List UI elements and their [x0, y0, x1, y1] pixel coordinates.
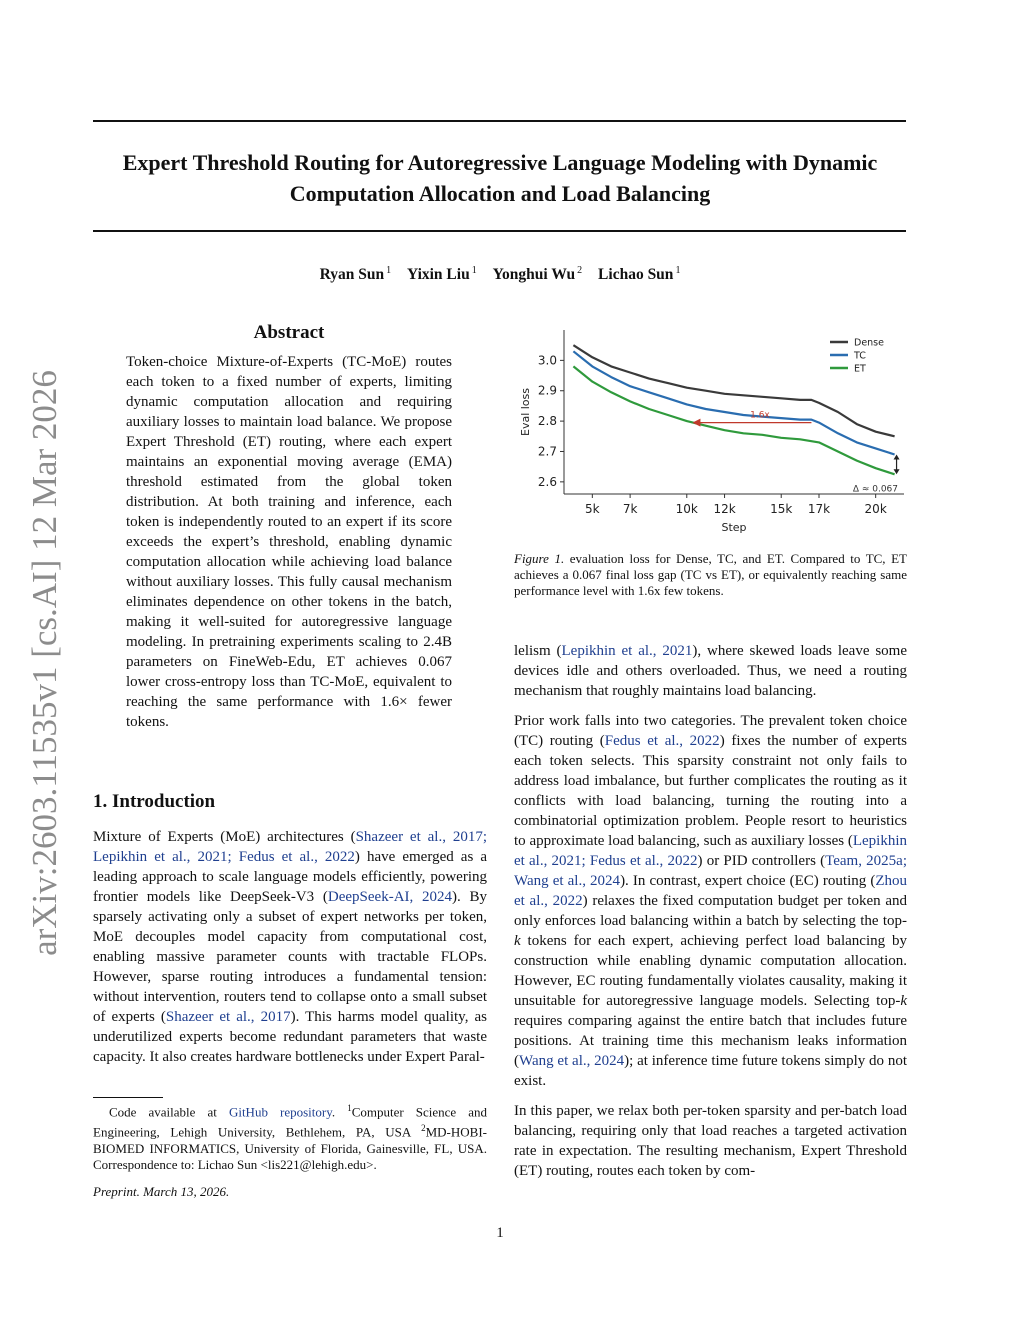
paragraph: In this paper, we relax both per-token sparsity and per-batch load balancing, requiring only that load reaches a targeted activation rate in expectation. The resulting mechanism, Expert Threshold (ET) routing, routes each token by com- — [514, 1103, 907, 1179]
affiliation-mark: 2 — [421, 1123, 426, 1134]
affiliation-text: MD-HOBI-BIOMED INFORMATICS, University of Florida, Gainesville, FL, USA. Correspondence to: Lichao Sun <lis221@lehigh.edu>. — [93, 1124, 487, 1172]
gap-label: Δ ≈ 0.067 — [852, 484, 898, 495]
math-variable: k — [514, 933, 521, 949]
citation-link[interactable]: Lepikhin et al., 2021 — [561, 643, 693, 659]
preprint-notice: Preprint. March 13, 2026. — [93, 1184, 230, 1199]
figure-caption — [514, 551, 907, 599]
author-name: Lichao Sun — [598, 266, 674, 284]
author-name: Ryan Sun — [319, 266, 385, 284]
x-tick-label: 12k — [713, 502, 736, 516]
arxiv-identifier: arXiv:2603.11535v1 [cs.AI] 12 Mar 2026 — [25, 370, 64, 956]
author — [407, 266, 477, 283]
paper-title — [80, 147, 920, 209]
math-variable: k — [900, 993, 907, 1009]
text-segment: ), where skewed loads leave some devices idle and others overloaded. Thus, we need a routing mechanism that roughly maintains load balancing. — [514, 643, 907, 699]
loss-chart — [514, 322, 914, 544]
citation-link[interactable]: Wang et al., 2024 — [519, 1053, 625, 1069]
author — [320, 266, 392, 283]
text-segment: Prior work falls into two categories. The prevalent token choice (TC) routing ( — [514, 713, 907, 749]
speedup-label: 1.6x — [750, 410, 770, 421]
author-affiliation-mark: 2 — [577, 265, 583, 276]
bottom-rule — [93, 230, 906, 232]
title-line-1: Expert Threshold Routing for Autoregressive Language Modeling with Dynamic — [122, 150, 878, 175]
author-affiliation-mark: 1 — [675, 265, 681, 276]
text-segment: ) or PID controllers ( — [697, 853, 826, 869]
author — [493, 266, 583, 283]
x-tick-label: 20k — [864, 502, 887, 516]
introduction-body — [93, 827, 487, 1067]
figure-label: Figure 1. — [514, 551, 565, 566]
text-segment: Mixture of Experts (MoE) architectures ( — [93, 829, 356, 845]
legend-label-tc: TC — [854, 350, 866, 362]
citation-link[interactable]: Zhou et al., 2022 — [514, 873, 907, 909]
author-list — [0, 265, 1000, 284]
legend-label-et: ET — [854, 363, 866, 375]
author-name: Yixin Liu — [406, 266, 470, 284]
x-axis-label: Step — [721, 521, 747, 534]
citation-link[interactable]: Fedus et al., 2022 — [604, 733, 720, 749]
legend-label-dense: Dense — [854, 337, 884, 349]
x-tick-label: 7k — [622, 502, 638, 516]
speedup-arrow-head — [692, 419, 700, 427]
citation-link[interactable]: Shazeer et al., 2017 — [165, 1009, 291, 1025]
y-tick-label: 2.6 — [537, 474, 557, 489]
text-segment: ). In contrast, expert choice (EC) routing ( — [620, 873, 876, 889]
affiliation-mark: 1 — [347, 1103, 352, 1113]
citation-link[interactable]: DeepSeek-AI, 2024 — [327, 889, 453, 905]
text-segment: ). By sparsely activating only a subset of expert networks per token, MoE decouples model capacity from computational cost, enabling massive parameter counts with tractable FLOPs. However, sparse routing introduces a fundamental tension: without intervention, routers tend to collapse onto a small subset of experts ( — [93, 889, 488, 1025]
text-segment: lelism ( — [514, 643, 562, 659]
text-segment: requires comparing against the entire batch that includes future positions. At training time this mechanism leaks information ( — [514, 1013, 907, 1069]
abstract-body: Token-choice Mixture-of-Experts (TC-MoE) routes each token to a fixed number of experts, limiting dynamic computation allocation and requiring auxiliary losses to maintain load balance. We propose Expert Threshold (ET) routing, where each expert maintains an exponential moving average (EMA) threshold estimated from the global token distribution. At both training and inference, each token is independently routed to an expert if its score exceeds the expert’s threshold, enabling dynamic computation allocation while achieving load balance without auxiliary losses. This fully causal mechanism eliminates dependence on other tokens in the batch, making it well-suited for autoregressive language modeling. In pretraining experiments scaling to 2.4B parameters on FineWeb-Edu, ET achieves 0.067 lower cross-entropy loss than TC-MoE, equivalent to reaching the same performance with 1.6× fewer tokens. — [126, 354, 452, 730]
citation-link[interactable]: Team, 2025a; Wang et al., 2024 — [514, 853, 907, 889]
y-tick-label: 2.9 — [537, 383, 557, 398]
text-segment: ) relaxes the fixed computation budget per token and only enforces load balancing within a batch by selecting the top- — [514, 893, 907, 929]
introduction-heading: 1. Introduction — [93, 791, 216, 812]
footnote-lead: Code available at — [109, 1104, 229, 1120]
footnote-rule — [93, 1097, 163, 1098]
x-tick-label: 15k — [770, 502, 793, 516]
y-tick-label: 3.0 — [537, 353, 557, 368]
abstract-heading: Abstract — [253, 322, 325, 343]
y-tick-label: 2.8 — [537, 414, 557, 429]
title-line-2: Computation Allocation and Load Balancing — [289, 181, 711, 206]
affiliation-text: Computer Science and Engineering, Lehigh University, Bethlehem, PA, USA — [93, 1104, 487, 1140]
text-segment: ). This harms model quality, as underutilized experts become redundant parameters that waste capacity. It also creates hardware bottlenecks under Expert Paral- — [93, 1009, 487, 1065]
page-number: 1 — [496, 1225, 504, 1241]
author — [598, 266, 680, 283]
footnote: Code available at GitHub repository. $^1$Computer Science and Engineering, Lehigh University, Bethlehem, PA, USA $^2$MD-HOBI-BIOMED INFORMATICS, University of Florida, Gainesville, FL, USA. Correspondence to: Lichao Sun <lis221@lehigh.edu>. — [93, 1103, 487, 1172]
author-name: Yonghui Wu — [492, 266, 576, 284]
text-segment: ) fixes the number of experts each token selects. This sparsity constraint not only fails to address load imbalance, but further complicates the routing as it conflicts with load balancing, turning the routing into a combinatorial optimization problem. People resort to heuristics to approximate load balancing, such as auxiliary losses ( — [514, 733, 907, 849]
x-tick-label: 10k — [675, 502, 698, 516]
author-affiliation-mark: 1 — [471, 265, 477, 276]
github-repository-link[interactable]: GitHub repository — [228, 1104, 332, 1120]
text-segment: tokens for each expert, achieving perfect load balancing by construction while enabling dynamic computation allocation. However, EC routing fundamentally violates causality, making it unsuitable for autoregressive language models. Selecting top- — [514, 933, 907, 1009]
gap-arrow-head-top — [894, 455, 900, 460]
paragraph — [514, 641, 907, 701]
y-tick-label: 2.7 — [537, 444, 557, 459]
paragraph — [514, 711, 907, 1091]
author-affiliation-mark: 1 — [386, 265, 392, 276]
citation-link[interactable]: Shazeer et al., 2017; Lepikhin et al., 2021; Fedus et al., 2022 — [93, 829, 487, 865]
x-tick-label: 17k — [807, 502, 831, 516]
figure-1 — [514, 322, 914, 544]
caption-text: evaluation loss for Dense, TC, and ET. Compared to TC, ET achieves a 0.067 final loss gap (TC vs ET), or equivalently reaching same performance level with 1.6x few tokens. — [514, 551, 907, 598]
y-axis-label: Eval loss — [519, 387, 532, 437]
right-column-body — [514, 641, 907, 1191]
x-tick-label: 5k — [585, 502, 600, 516]
top-rule — [93, 120, 906, 122]
citation-link[interactable]: Lepikhin et al., 2021; Fedus et al., 2022 — [514, 833, 907, 869]
text-segment: ); at inference time future tokens simply do not exist. — [514, 1053, 908, 1089]
series-line-tc — [573, 351, 894, 454]
text-segment: ) have emerged as a leading approach to scale language models efficiently, powering frontier models like DeepSeek-V3 ( — [93, 849, 488, 905]
